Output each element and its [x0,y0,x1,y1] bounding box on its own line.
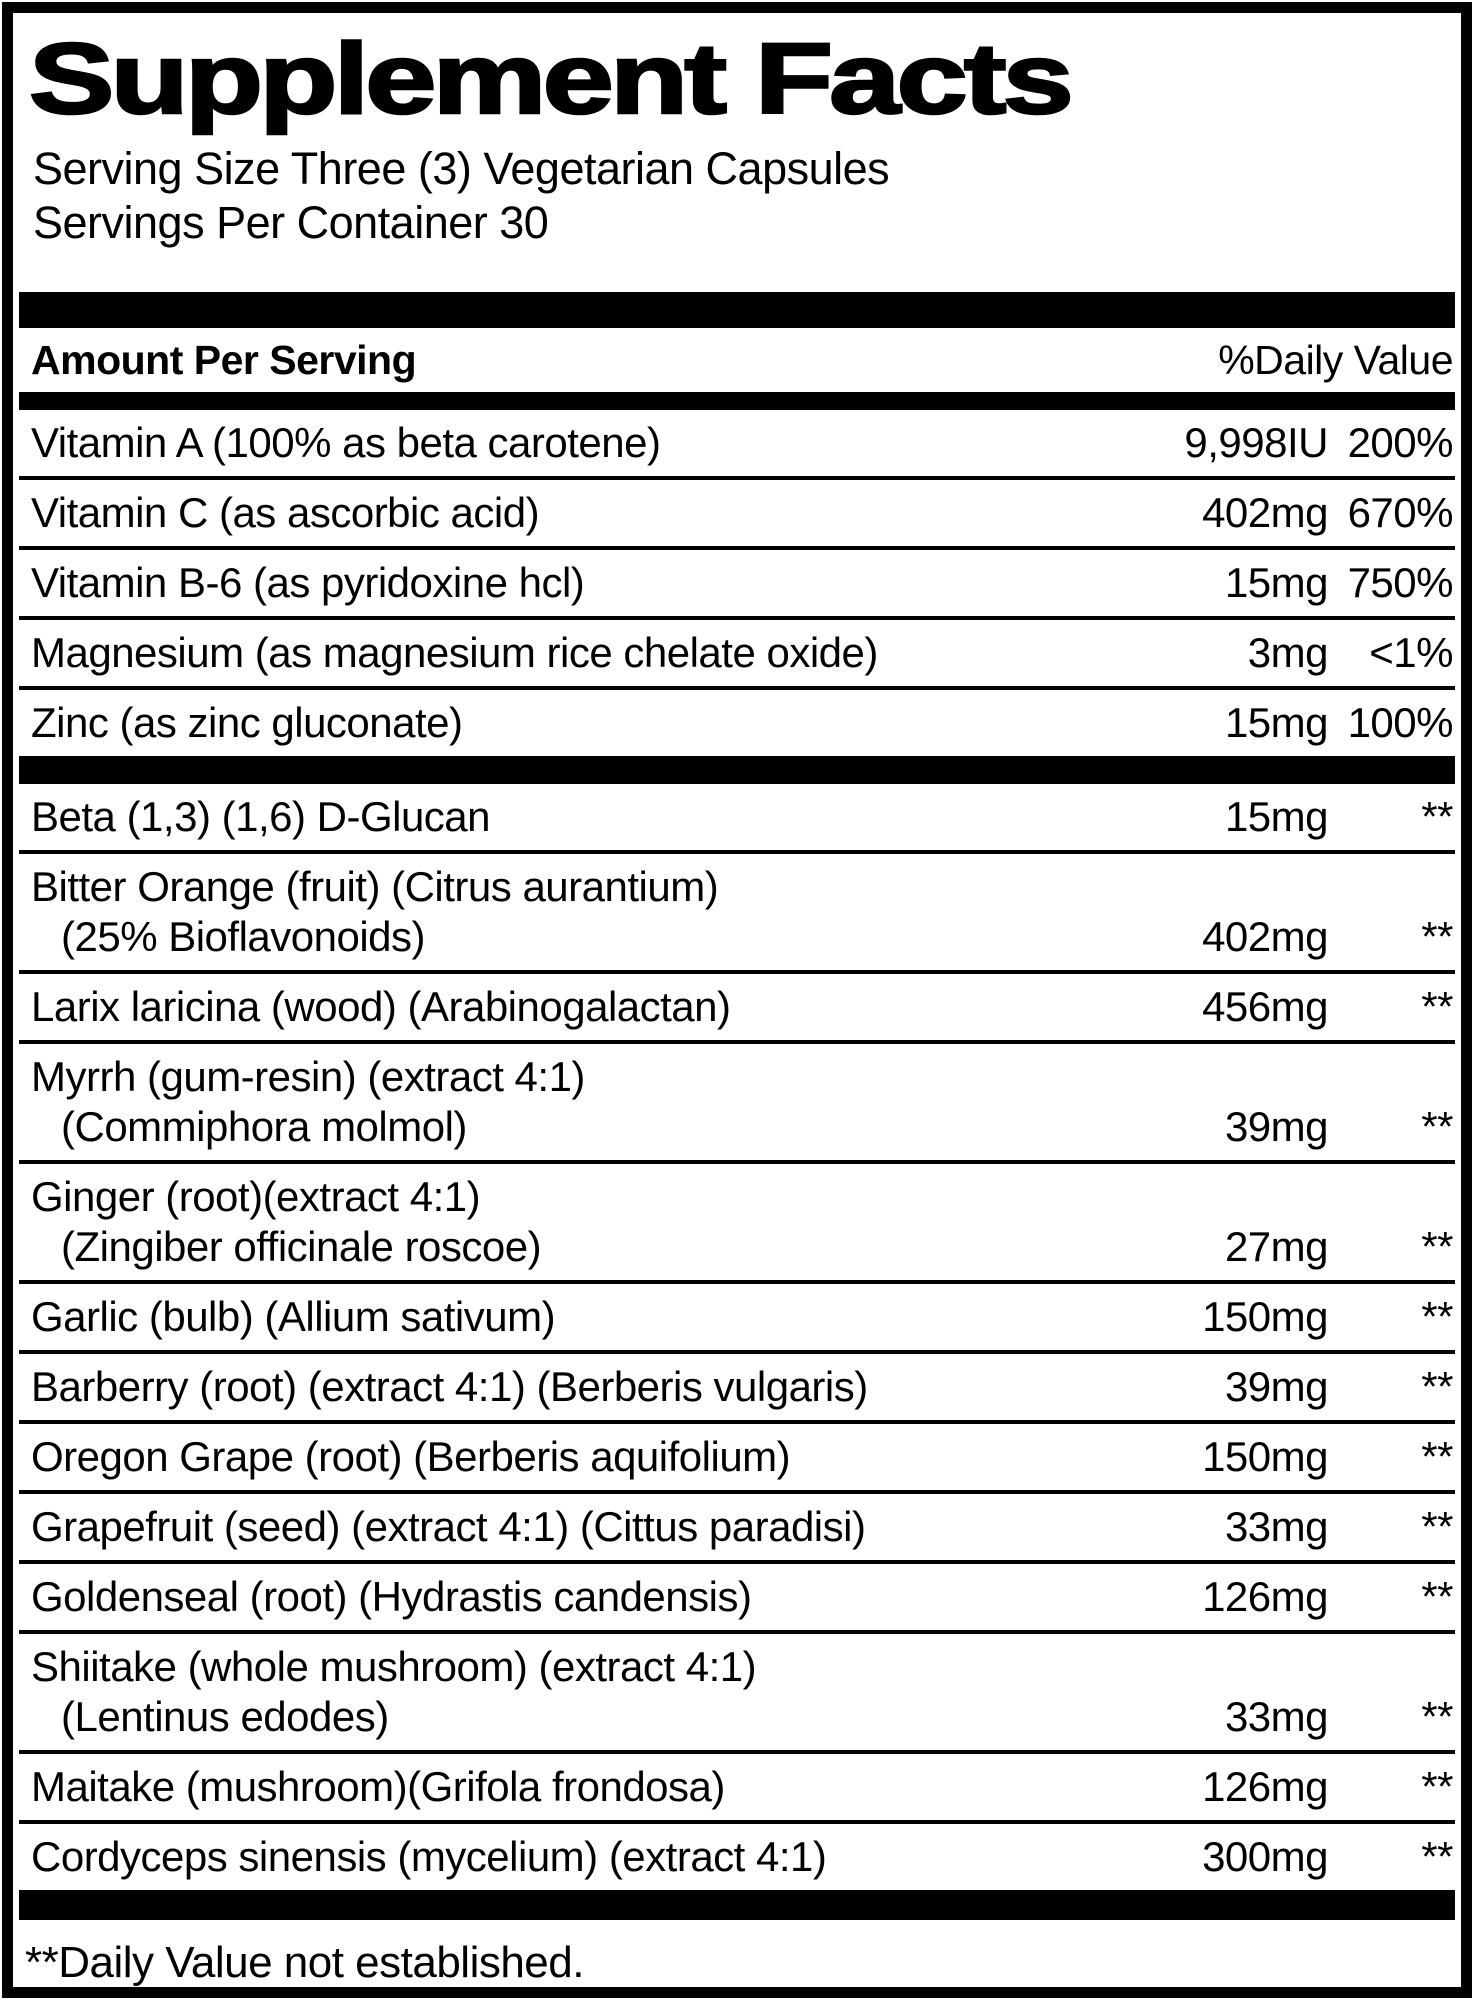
ingredient-amount: 402mg [1202,913,1328,960]
ingredient-row [19,1564,1455,1630]
ingredient-amount: 126mg [1202,1763,1328,1810]
section-divider-bar-top [19,292,1455,328]
ingredient-row [19,1494,1455,1560]
ingredient-daily-value: <1% [1369,629,1453,676]
ingredient-name: Myrrh (gum-resin) (extract 4:1) (Commiphora molmol) [31,1053,585,1150]
ingredient-amount: 300mg [1202,1833,1328,1880]
ingredient-daily-value: 200% [1347,419,1453,466]
ingredient-amount: 402mg [1202,489,1328,536]
ingredient-name: Larix laricina (wood) (Arabinogalactan) [31,983,731,1030]
ingredient-row [19,1284,1455,1350]
ingredient-daily-value: 750% [1347,559,1453,606]
ingredient-amount: 39mg [1224,1103,1328,1150]
ingredient-daily-value: ** [1421,1763,1453,1810]
ingredient-amount: 150mg [1202,1433,1328,1480]
ingredient-row [19,1354,1455,1420]
ingredient-row [19,854,1455,970]
servings-per-container-text: Servings Per Container 30 [33,197,549,248]
section-divider-bar-bottom [19,1890,1455,1920]
ingredient-row [19,480,1455,546]
column-header-row [19,328,1455,392]
ingredient-name: Zinc (as zinc gluconate) [31,699,463,746]
daily-value-footnote: **Daily Value not established. [25,1938,584,1987]
ingredient-amount: 9,998IU [1184,419,1328,466]
ingredient-name: Vitamin B-6 (as pyridoxine hcl) [31,559,585,606]
ingredient-row [19,620,1455,686]
ingredient-row [19,1824,1455,1890]
supplement-facts-label [2,2,1472,1998]
ingredient-name: Oregon Grape (root) (Berberis aquifolium) [31,1433,791,1480]
section-divider-bar-mid [19,756,1455,784]
serving-size-text: Serving Size Three (3) Vegetarian Capsules [33,143,890,194]
ingredient-row [19,1044,1455,1160]
ingredient-daily-value: ** [1421,1433,1453,1480]
ingredient-amount: 15mg [1224,793,1328,840]
daily-value-header: %Daily Value [1218,337,1453,383]
ingredient-name: Bitter Orange (fruit) (Citrus aurantium) (25% Bioflavonoids) [31,863,719,960]
ingredient-row [19,1164,1455,1280]
ingredient-name: Beta (1,3) (1,6) D-Glucan [31,793,491,840]
ingredient-daily-value: ** [1421,1293,1453,1340]
ingredient-name: Garlic (bulb) (Allium sativum) [31,1293,556,1340]
section-divider-bar-header [19,392,1455,410]
ingredient-daily-value: 670% [1347,489,1453,536]
ingredient-row [19,974,1455,1040]
ingredient-amount: 33mg [1224,1693,1328,1740]
ingredient-amount: 39mg [1224,1363,1328,1410]
ingredient-daily-value: ** [1421,1503,1453,1550]
amount-per-serving-header: Amount Per Serving [31,337,417,383]
ingredient-amount: 456mg [1202,983,1328,1030]
ingredient-name: Vitamin C (as ascorbic acid) [31,489,540,536]
ingredient-daily-value: 100% [1347,699,1453,746]
ingredient-amount: 3mg [1247,629,1328,676]
ingredient-daily-value: ** [1421,1103,1453,1150]
ingredient-daily-value: ** [1421,1693,1453,1740]
ingredient-row [19,690,1455,756]
ingredient-row [19,550,1455,616]
ingredient-amount: 15mg [1224,559,1328,606]
ingredient-amount: 150mg [1202,1293,1328,1340]
ingredient-daily-value: ** [1421,1573,1453,1620]
ingredient-row [19,410,1455,476]
ingredient-row [19,1634,1455,1750]
ingredient-row [19,1754,1455,1820]
ingredient-name: Cordyceps sinensis (mycelium) (extract 4:1) [31,1833,827,1880]
ingredient-row [19,1424,1455,1490]
ingredient-row [19,784,1455,850]
ingredient-daily-value: ** [1421,1363,1453,1410]
ingredient-name: Ginger (root)(extract 4:1) (Zingiber officinale roscoe) [31,1173,542,1270]
ingredient-name: Shiitake (whole mushroom) (extract 4:1) (Lentinus edodes) [31,1643,757,1740]
ingredient-name: Grapefruit (seed) (extract 4:1) (Cittus paradisi) [31,1503,866,1550]
ingredient-name: Maitake (mushroom)(Grifola frondosa) [31,1763,725,1810]
ingredient-name: Vitamin A (100% as beta carotene) [31,419,661,466]
ingredient-name: Barberry (root) (extract 4:1) (Berberis vulgaris) [31,1363,868,1410]
ingredient-daily-value: ** [1421,983,1453,1030]
ingredient-daily-value: ** [1421,793,1453,840]
ingredient-daily-value: ** [1421,1833,1453,1880]
vitamin-mineral-section [19,410,1455,756]
ingredient-daily-value: ** [1421,1223,1453,1270]
ingredient-amount: 126mg [1202,1573,1328,1620]
ingredient-daily-value: ** [1421,913,1453,960]
ingredient-name: Magnesium (as magnesium rice chelate oxide) [31,629,878,676]
ingredient-amount: 27mg [1224,1223,1328,1270]
label-title: Supplement Facts [29,23,1070,135]
herbal-ingredient-section [19,784,1455,1890]
ingredient-amount: 15mg [1224,699,1328,746]
ingredient-name: Goldenseal (root) (Hydrastis candensis) [31,1573,752,1620]
ingredient-amount: 33mg [1224,1503,1328,1550]
